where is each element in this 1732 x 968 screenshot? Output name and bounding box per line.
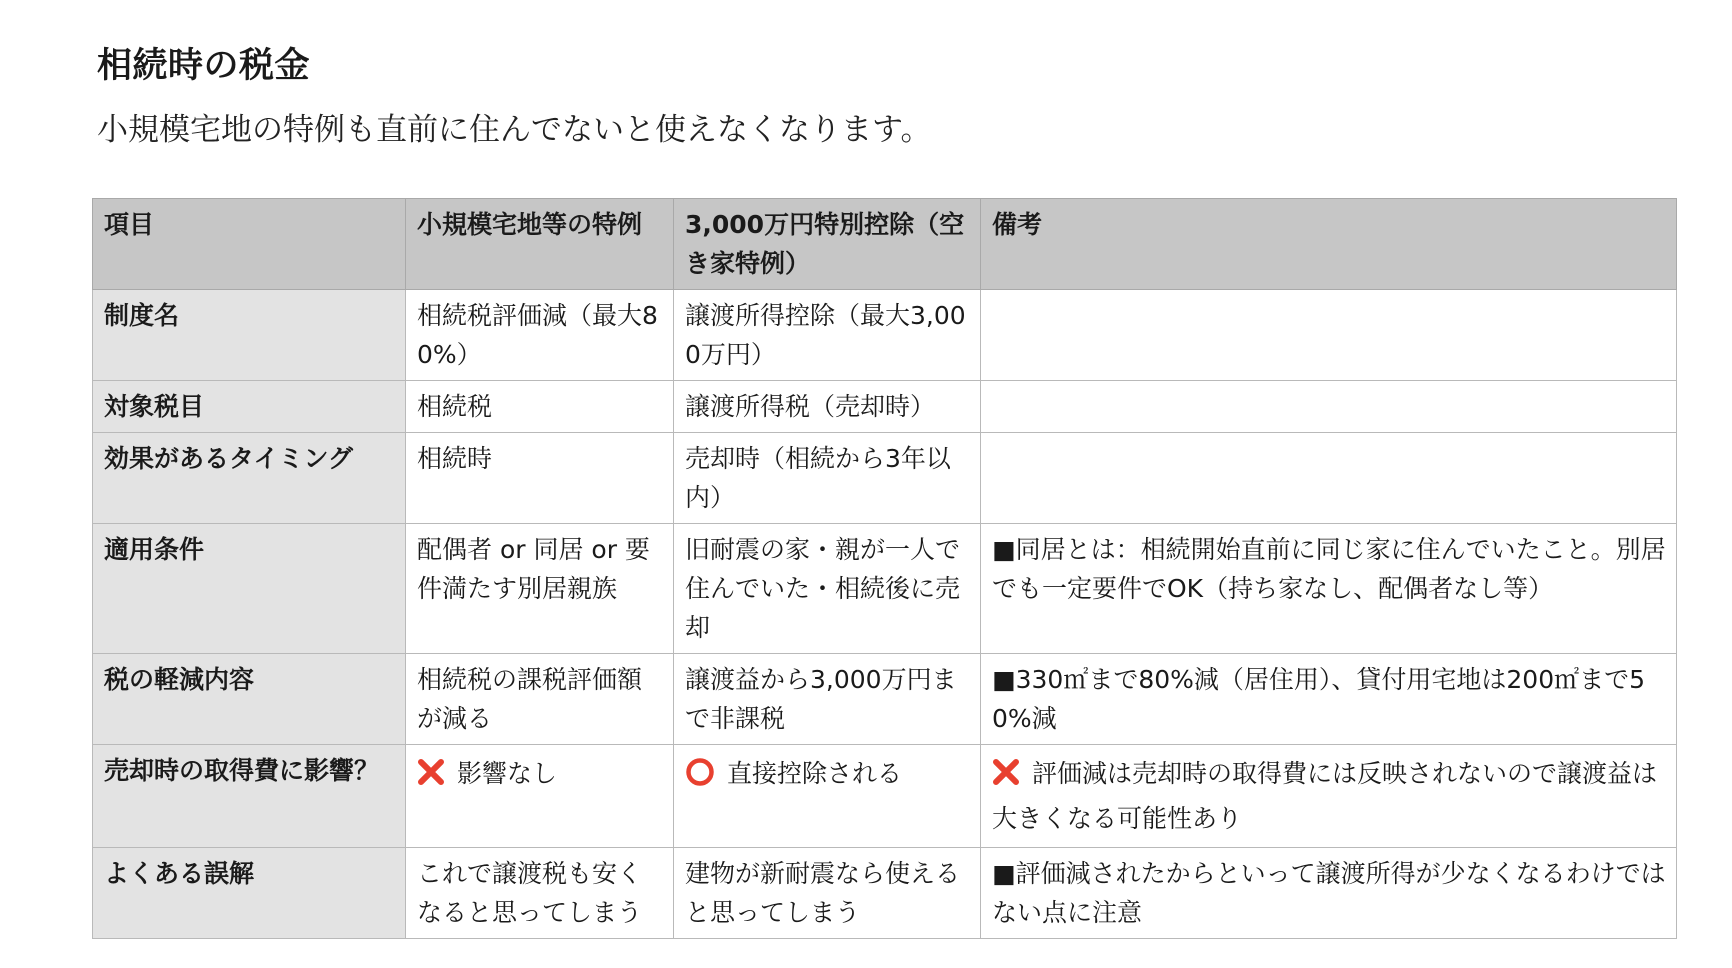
circle-mark-icon [685, 757, 715, 787]
table-cell [981, 433, 1677, 524]
table-cell: 相続時 [406, 433, 674, 524]
table-cell [981, 290, 1677, 381]
row-label: 効果があるタイミング [93, 433, 406, 524]
table-row [93, 290, 1677, 381]
table-cell [406, 745, 674, 848]
table-cell: 譲渡所得税（売却時） [674, 381, 981, 433]
table-cell: 相続税評価減（最大80%） [406, 290, 674, 381]
table-cell: ■同居とは：相続開始直前に同じ家に住んでいたこと。別居でも一定要件でOK（持ち家なし、配偶者なし等） [981, 524, 1677, 654]
cell-text: 影響なし [457, 759, 558, 788]
table-cell [981, 381, 1677, 433]
table-row [93, 381, 1677, 433]
table-cell: 売却時（相続から3年以内） [674, 433, 981, 524]
table-row [93, 433, 1677, 524]
table-header-row [93, 199, 1677, 290]
tax-comparison-table [92, 198, 1677, 939]
page-subtitle: 小規模宅地の特例も直前に住んでないと使えなくなります。 [97, 112, 932, 148]
table-cell: 建物が新耐震なら使えると思ってしまう [674, 848, 981, 939]
cell-text: 直接控除される [727, 759, 903, 788]
table-cell: 相続税 [406, 381, 674, 433]
table-cell [674, 745, 981, 848]
table-row [93, 745, 1677, 848]
table-row [93, 524, 1677, 654]
column-header-remarks: 備考 [981, 199, 1677, 290]
row-label: 適用条件 [93, 524, 406, 654]
table-cell [981, 745, 1677, 848]
page [97, 42, 1677, 927]
table-cell: 相続税の課税評価額が減る [406, 654, 674, 745]
column-header-30m-deduction: 3,000万円特別控除（空き家特例） [674, 199, 981, 290]
page-title: 相続時の税金 [97, 46, 311, 86]
table-cell: ■評価減されたからといって譲渡所得が少なくなるわけではない点に注意 [981, 848, 1677, 939]
column-header-item: 項目 [93, 199, 406, 290]
table-cell: ■330㎡まで80%減（居住用）、貸付用宅地は200㎡まで50%減 [981, 654, 1677, 745]
row-label: 制度名 [93, 290, 406, 381]
row-label: 売却時の取得費に影響？ [93, 745, 406, 848]
cross-mark-icon [992, 758, 1020, 786]
column-header-small-lot: 小規模宅地等の特例 [406, 199, 674, 290]
row-label: 対象税目 [93, 381, 406, 433]
table-row [93, 654, 1677, 745]
table-cell: 譲渡益から3,000万円まで非課税 [674, 654, 981, 745]
row-label: 税の軽減内容 [93, 654, 406, 745]
table-cell: 譲渡所得控除（最大3,000万円） [674, 290, 981, 381]
cell-text: 評価減は売却時の取得費には反映されないので譲渡益は大きくなる可能性あり [992, 759, 1658, 833]
table-cell: 配偶者 or 同居 or 要件満たす別居親族 [406, 524, 674, 654]
table-row [93, 848, 1677, 939]
row-label: よくある誤解 [93, 848, 406, 939]
table-cell: 旧耐震の家・親が一人で住んでいた・相続後に売却 [674, 524, 981, 654]
cross-mark-icon [417, 758, 445, 786]
table-cell: これで譲渡税も安くなると思ってしまう [406, 848, 674, 939]
